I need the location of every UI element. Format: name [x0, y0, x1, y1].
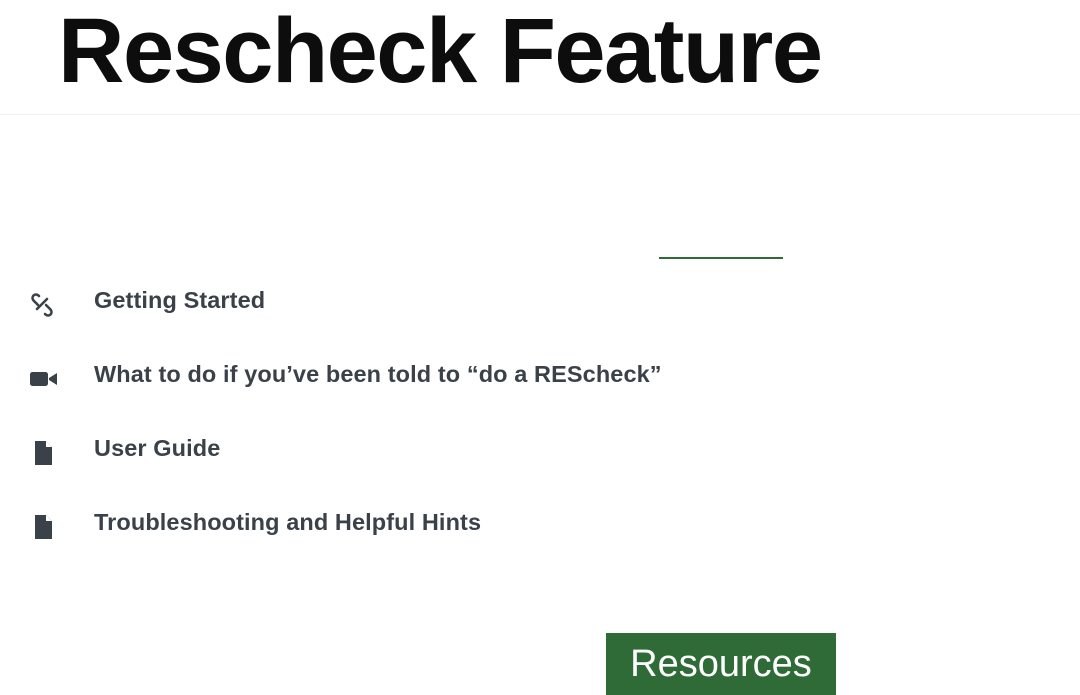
resources-button[interactable]: Resources	[606, 633, 836, 695]
list-item[interactable]	[0, 283, 1080, 357]
list-item-label: What to do if you’ve been told to “do a REScheck”	[94, 361, 662, 387]
list-item-label: Troubleshooting and Helpful Hints	[94, 509, 482, 535]
link-icon	[26, 288, 60, 322]
document-icon	[26, 436, 60, 470]
list-item-label: Getting Started	[94, 287, 266, 313]
list-item-label: User Guide	[94, 435, 221, 461]
section-divider	[659, 257, 783, 259]
list-item[interactable]	[0, 431, 1080, 505]
video-camera-icon	[26, 362, 60, 396]
list-item[interactable]	[0, 357, 1080, 431]
document-icon	[26, 510, 60, 544]
resource-link-list	[0, 283, 1080, 579]
list-item[interactable]	[0, 505, 1080, 579]
title-band	[0, 0, 1080, 115]
page-title: Rescheck Feature	[58, 0, 822, 102]
